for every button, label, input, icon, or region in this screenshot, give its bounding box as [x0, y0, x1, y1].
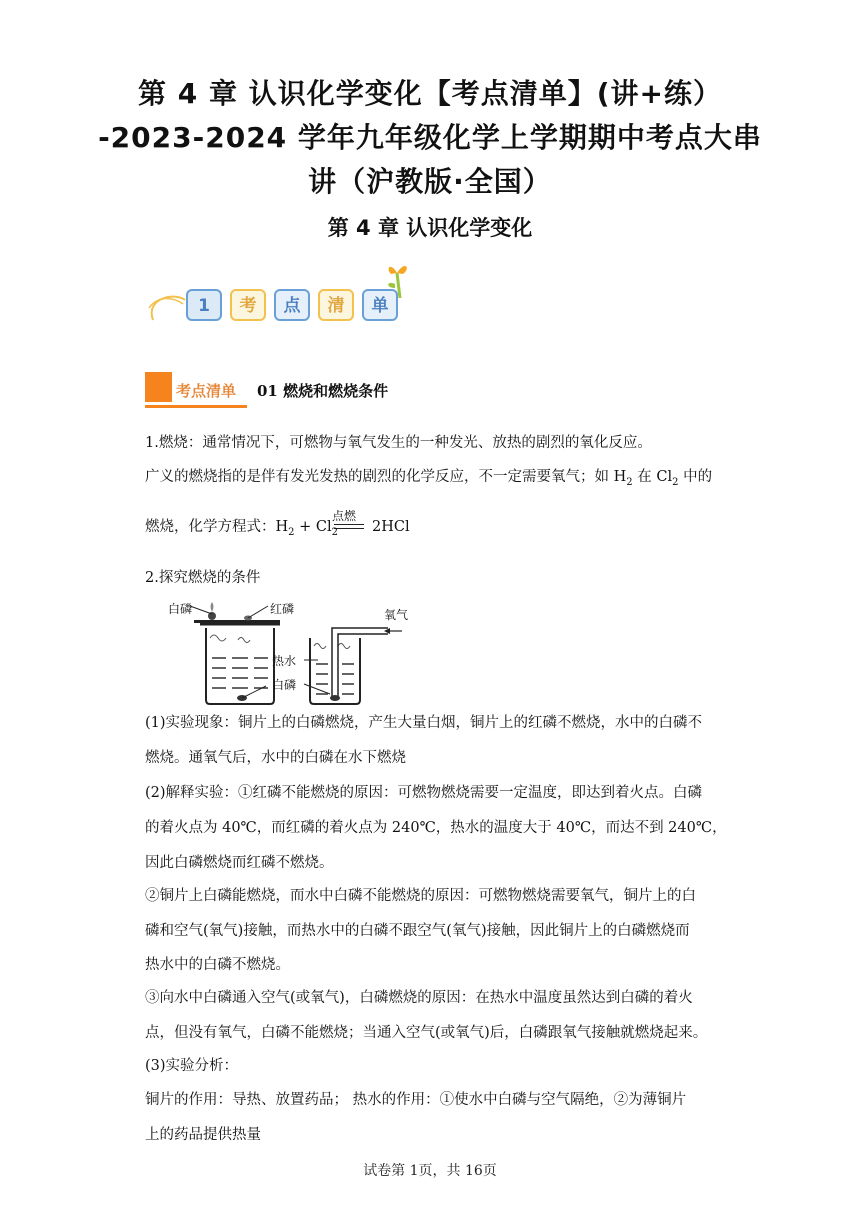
paragraph-explanation-2: 的着火点为 40℃，而红磷的着火点为 240℃，热水的温度大于 40℃，而达不到 240℃， [145, 820, 727, 836]
paragraph-analysis-heading: (3)实验分析： [145, 1058, 239, 1074]
figure-label-white-phosphorus-top: 白磷 [168, 602, 193, 616]
paragraph-combustion-definition: 1.燃烧：通常情况下，可燃物与氧气发生的一种发光、放热的剧烈的氧化反应。 [145, 435, 652, 451]
banner-tile-dan: 单 [362, 289, 398, 321]
banner-tile-dian: 点 [274, 289, 310, 321]
section-title: 01 燃烧和燃烧条件 [257, 382, 389, 400]
document-title-line-3: 讲（沪教版·全国） [308, 165, 552, 198]
figure-label-hot-water: 热水 [272, 654, 297, 668]
paragraph-equation: 燃烧，化学方程式：$H_2 + Cl_2$ 2HCl [145, 519, 410, 538]
paragraph-explanation-5: 磷和空气(氧气)接触，而热水中的白磷不跟空气(氧气)接触，因此铜片上的白磷燃烧而 [145, 923, 690, 939]
paragraph-explanation-6: 热水中的白磷不燃烧。 [145, 957, 290, 973]
figure-label-oxygen: 氧气 [384, 608, 409, 622]
figure-label-white-phosphorus-bottom: 白磷 [272, 678, 297, 692]
banner-tile-qing: 清 [318, 289, 354, 321]
document-title-line-1: 第 4 章 认识化学变化【考点清单】(讲+练） [138, 77, 722, 110]
paragraph-phenomenon-1: (1)实验现象：铜片上的白磷燃烧，产生大量白烟，铜片上的红磷不燃烧，水中的白磷不 [145, 715, 703, 731]
chapter-heading: 第 4 章 认识化学变化 [327, 216, 533, 240]
paragraph-explanation-1: (2)解释实验：①红磷不能燃烧的原因：可燃物燃烧需要一定温度，即达到着火点。白磷 [145, 785, 703, 801]
section-label: 考点清单 [176, 382, 237, 400]
page-footer: 试卷第 1页，共 16页 [363, 1163, 497, 1179]
document-title-line-2: -2023-2024 学年九年级化学上学期期中考点大串 [98, 121, 762, 154]
paragraph-analysis-1: 铜片的作用：导热、放置药品； 热水的作用：①使水中白磷与空气隔绝，②为薄铜片 [145, 1092, 687, 1108]
paragraph-explanation-8: 点，但没有氧气，白磷不能燃烧；当通入空气(或氧气)后，白磷跟氧气接触就燃烧起来。 [145, 1025, 708, 1041]
paragraph-explanation-4: ②铜片上白磷能燃烧，而水中白磷不能燃烧的原因：可燃物燃烧需要氧气，铜片上的白 [145, 888, 696, 904]
paragraph-explanation-7: ③向水中白磷通入空气(或氧气)，白磷燃烧的原因：在热水中温度虽然达到白磷的着火 [145, 990, 693, 1006]
paragraph-analysis-2: 上的药品提供热量 [145, 1127, 261, 1143]
paragraph-phenomenon-2: 燃烧。通氧气后，水中的白磷在水下燃烧 [145, 750, 406, 766]
reaction-condition: 点燃 [332, 509, 357, 523]
section-marker [145, 372, 172, 402]
figure-label-red-phosphorus: 红磷 [270, 602, 295, 616]
paragraph-explanation-3: 因此白磷燃烧而红磷不燃烧。 [145, 855, 334, 871]
banner-tile-kao: 考 [230, 289, 266, 321]
paragraph-explore-conditions: 2.探究燃烧的条件 [145, 570, 261, 586]
banner-tile-number: 1 [186, 289, 222, 321]
section-heading [145, 370, 645, 412]
paragraph-broad-combustion: 广义的燃烧指的是伴有发光发热的剧烈的化学反应，不一定需要氧气；如 $H_2$ 在 $Cl_2$ 中的 [145, 469, 713, 488]
section-underline [145, 405, 247, 408]
